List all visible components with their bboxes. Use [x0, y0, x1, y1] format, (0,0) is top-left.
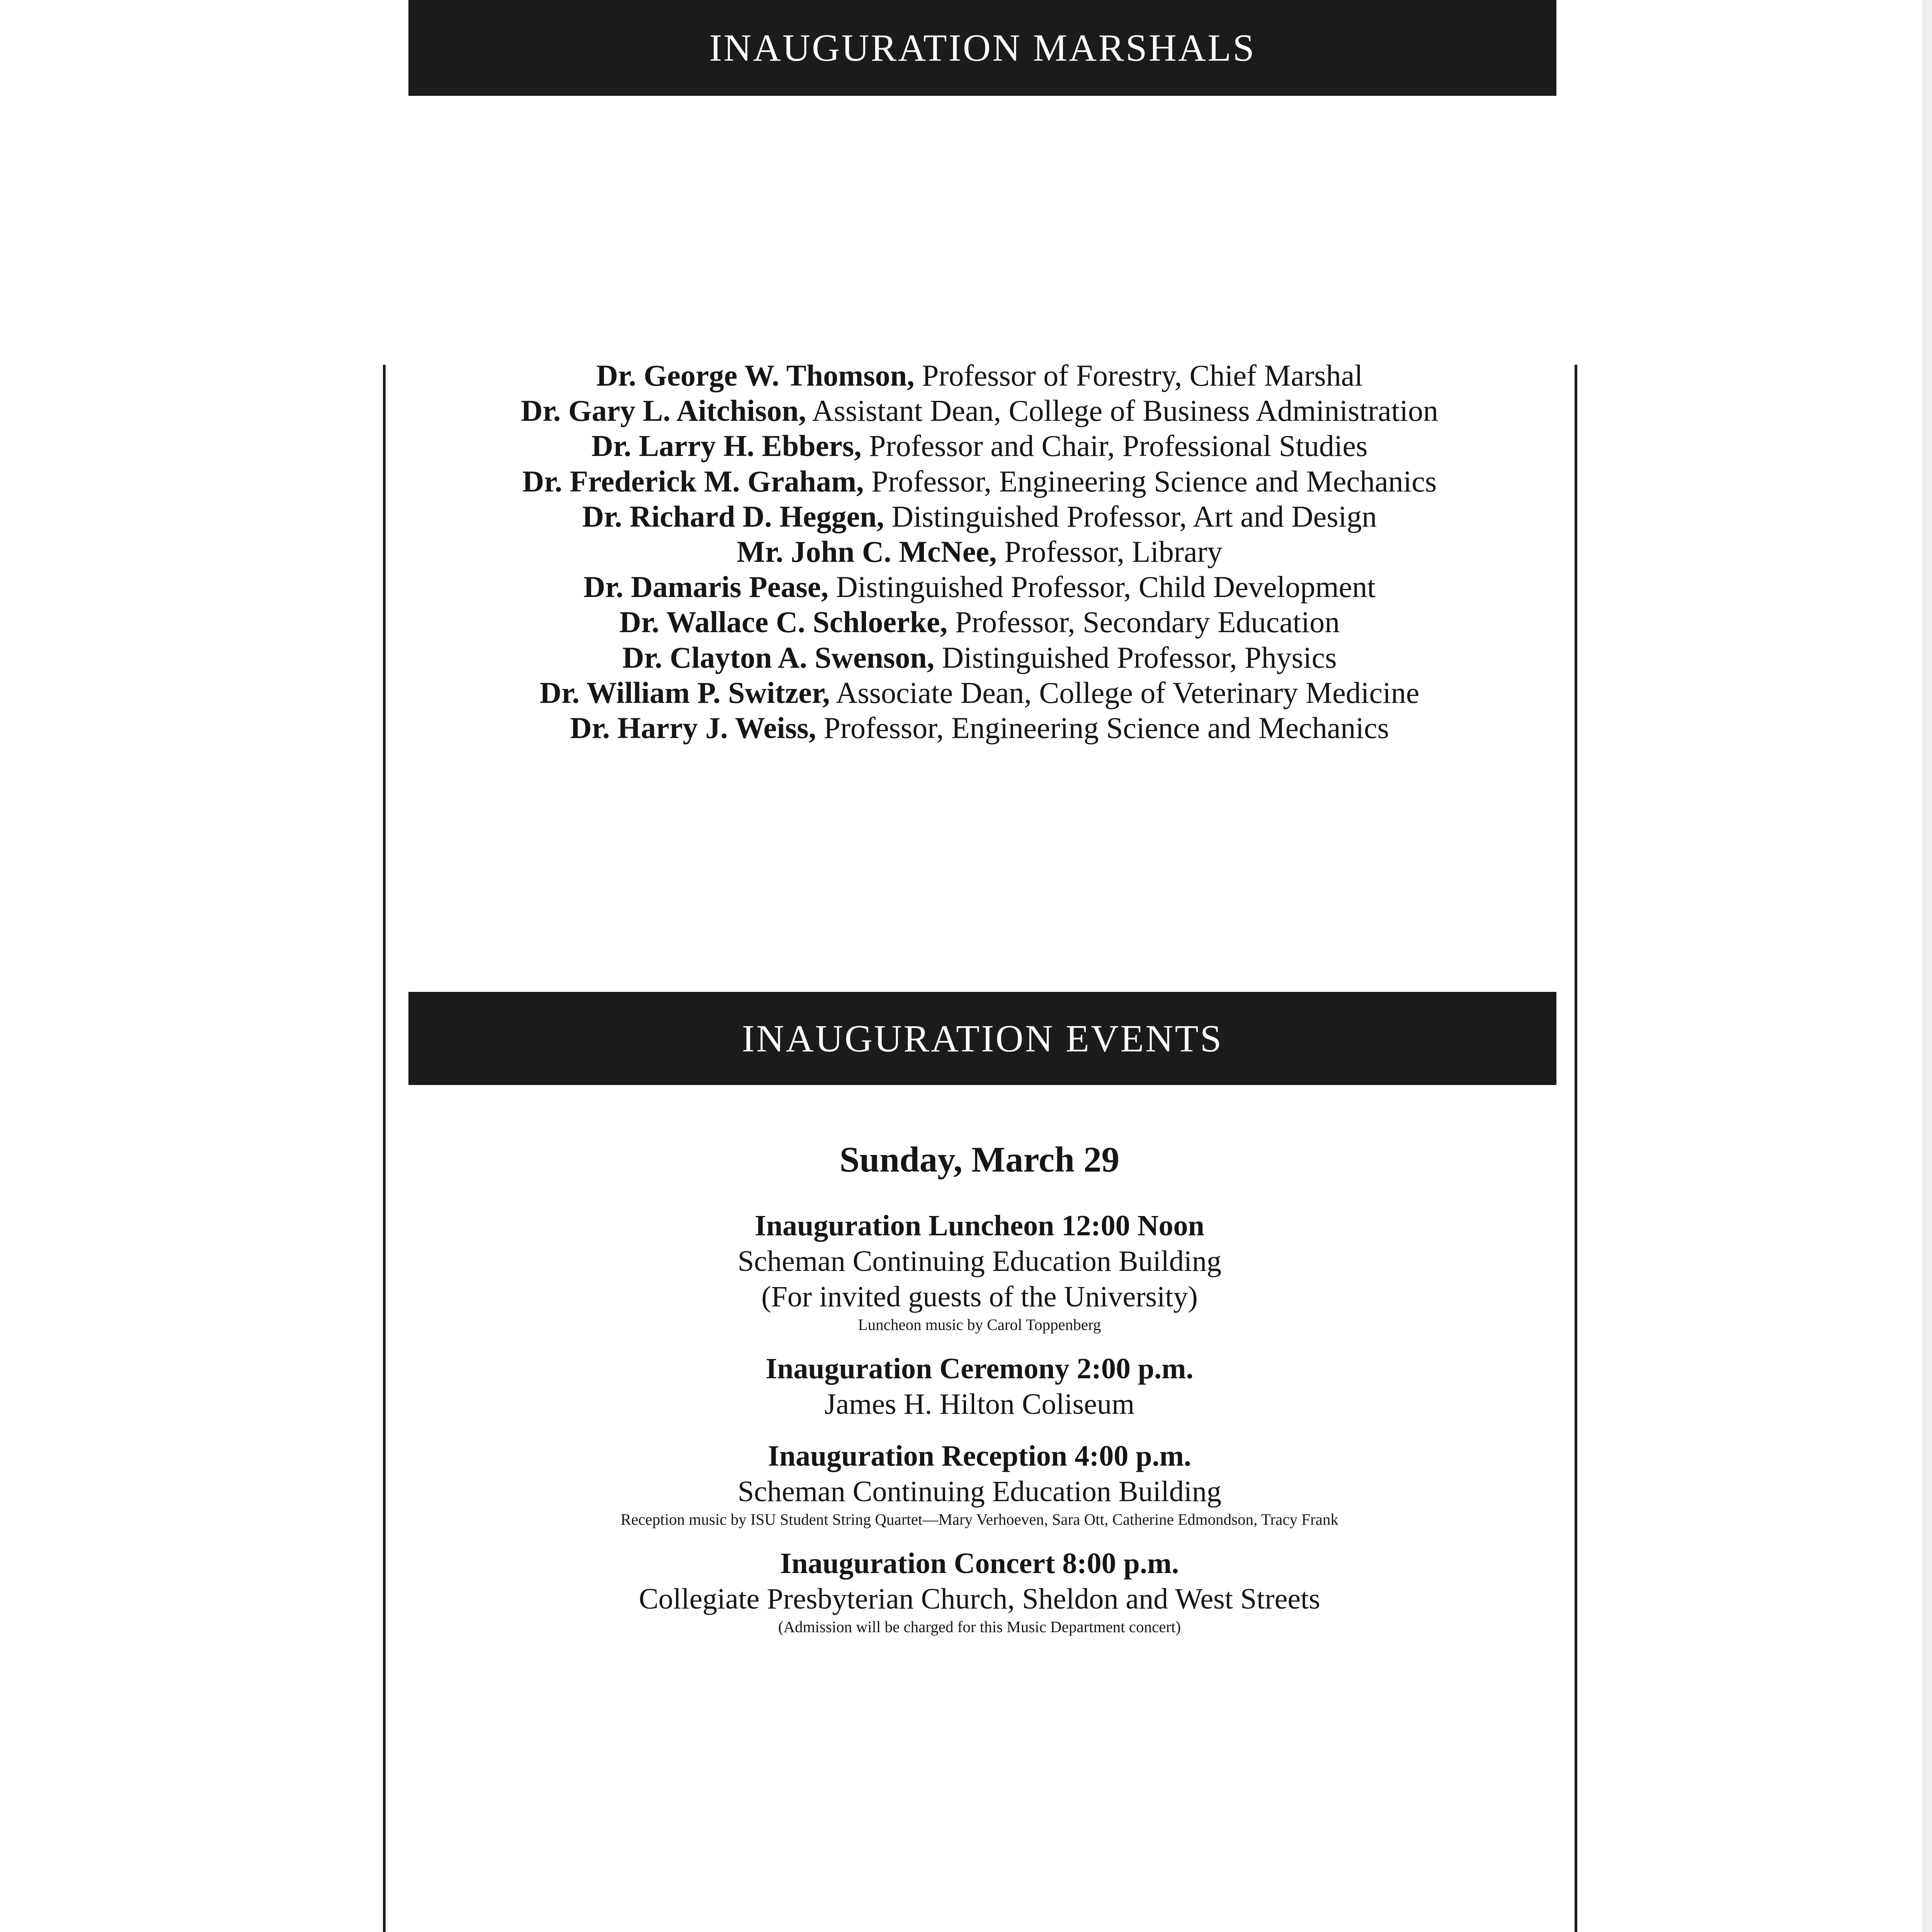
marshal-entry — [386, 464, 1573, 499]
marshals-heading: INAUGURATION MARSHALS — [709, 26, 1256, 69]
event-note: (Admission will be charged for this Music Department concert) — [778, 1618, 1181, 1636]
marshal-name: Dr. Harry J. Weiss, — [570, 711, 816, 745]
marshal-title: Professor, Library — [997, 535, 1223, 569]
marshal-title: Professor, Secondary Education — [947, 605, 1340, 639]
event-location: Collegiate Presbyterian Church, Sheldon and West Streets — [639, 1583, 1320, 1615]
marshal-name: Dr. Damaris Pease, — [583, 570, 829, 604]
marshal-entry — [386, 604, 1573, 639]
marshal-title: Distinguished Professor, Art and Design — [884, 499, 1377, 533]
event-title: Inauguration Luncheon 12:00 Noon — [755, 1209, 1204, 1242]
marshal-name: Dr. Clayton A. Swenson, — [622, 640, 935, 674]
event-location: Scheman Continuing Education Building — [738, 1475, 1221, 1508]
marshal-name: Dr. Frederick M. Graham, — [522, 464, 864, 498]
event-note: Reception music by ISU Student String Quartet—Mary Verhoeven, Sara Ott, Catherine Edmondson, Tracy Frank — [621, 1510, 1338, 1528]
marshal-entry — [386, 428, 1573, 463]
marshal-name: Dr. Larry H. Ebbers, — [591, 429, 862, 463]
marshal-entry — [386, 393, 1573, 428]
marshal-title: Distinguished Professor, Physics — [934, 640, 1337, 674]
marshals-heading-banner — [408, 0, 1556, 96]
event-detail: (For invited guests of the University) — [761, 1281, 1198, 1313]
marshal-title: Associate Dean, College of Veterinary Medicine — [830, 675, 1420, 709]
marshal-entry — [386, 358, 1573, 393]
marshal-title: Professor, Engineering Science and Mechanics — [816, 711, 1389, 745]
marshal-entry — [386, 499, 1573, 534]
marshal-title: Professor, Engineering Science and Mechanics — [864, 464, 1437, 498]
marshal-title: Assistant Dean, College of Business Administration — [806, 394, 1438, 428]
page-edge — [1922, 0, 1932, 1932]
event-concert — [386, 1546, 1573, 1637]
marshal-name: Dr. Richard D. Heggen, — [582, 499, 884, 533]
marshal-name: Dr. Gary L. Aitchison, — [521, 394, 806, 428]
marshal-title: Professor and Chair, Professional Studies — [861, 429, 1368, 463]
marshal-name: Dr. Wallace C. Schloerke, — [619, 605, 948, 639]
right-vertical-rule — [1575, 365, 1577, 1932]
left-vertical-rule — [383, 365, 386, 1932]
marshal-entry — [386, 640, 1573, 675]
event-luncheon — [386, 1208, 1573, 1335]
marshal-title: Distinguished Professor, Child Development — [828, 570, 1376, 604]
marshal-name: Dr. George W. Thomson, — [596, 359, 915, 392]
event-date: Sunday, March 29 — [839, 1140, 1120, 1180]
event-reception — [386, 1438, 1573, 1529]
marshal-entry — [386, 675, 1573, 710]
marshal-title: Professor of Forestry, Chief Marshal — [914, 359, 1363, 392]
marshal-name: Dr. William P. Switzer, — [539, 675, 830, 709]
marshal-list — [386, 358, 1573, 745]
events-heading: INAUGURATION EVENTS — [742, 1017, 1223, 1060]
marshal-entry — [386, 534, 1573, 569]
marshal-entry — [386, 710, 1573, 745]
marshal-entry — [386, 569, 1573, 604]
events-schedule — [386, 1136, 1573, 1653]
event-location: Scheman Continuing Education Building — [738, 1245, 1221, 1277]
event-title: Inauguration Ceremony 2:00 p.m. — [765, 1352, 1194, 1385]
event-ceremony — [386, 1351, 1573, 1422]
events-heading-banner — [408, 992, 1556, 1085]
event-title: Inauguration Reception 4:00 p.m. — [768, 1440, 1191, 1472]
event-title: Inauguration Concert 8:00 p.m. — [780, 1547, 1179, 1580]
marshal-name: Mr. John C. McNee, — [736, 535, 997, 569]
event-location: James H. Hilton Coliseum — [824, 1388, 1135, 1420]
event-note: Luncheon music by Carol Toppenberg — [858, 1316, 1101, 1333]
